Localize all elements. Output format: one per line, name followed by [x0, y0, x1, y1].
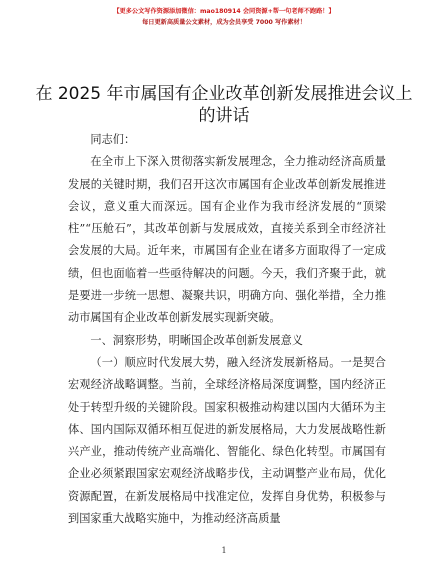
document-title: 在 2025 年市属国有企业改革创新发展推进会议上的讲话: [35, 84, 413, 126]
salutation: 同志们：: [90, 133, 136, 146]
document-body: [68, 129, 386, 530]
promo-banner-line-2: 每日更新高质量公文素材，成为会员享受 7000 写作素材！: [142, 19, 306, 26]
paragraph-intro: 在全市上下深入贯彻落实新发展理念，全力推动经济高质量发展的关键时期，我们召开这次市属国有企业改革创新发展推进会议，意义重大而深远。国有企业作为我市经济发展的“顶梁柱”“压舱石”，其改革创新与发展成效，直接关系到全市经济社会发展的大局。近年来，市属国有企业在诸多方面取得了一定成绩，但也面临着一些亟待解决的问题。今天，我们齐聚于此，就是要进一步统一思想、凝聚共识，明确方向、强化举措，全力推动市属国有企业改革创新发展实现新突破。: [68, 155, 386, 325]
section-heading-1: 一、洞察形势，明晰国企改革创新发展意义: [90, 333, 303, 347]
page-number: 1: [221, 546, 227, 555]
promo-banner: [0, 6, 448, 28]
paragraph-section-1-1: （一）顺应时代发展大势，融入经济发展新格局。一是契合宏观经济战略调整。当前，全球经济格局深度调整，国内经济正处于转型升级的关键阶段。国家积极推动构建以国内大循环为主体、国内国际双循环相互促进的新发展格局，大力发展战略性新兴产业，推动传统产业高端化、智能化、绿色化转型。市属国有企业必须紧跟国家宏观经济战略步伐，主动调整产业布局，优化资源配置，在新发展格局中找准定位，发挥自身优势，积极参与到国家重大战略实施中，为推动经济高质量: [68, 355, 386, 526]
promo-banner-line-1: 【更多公文写作资源添加微信：mao180914 会同资源+帮一句老师不跑路！】: [113, 8, 335, 15]
